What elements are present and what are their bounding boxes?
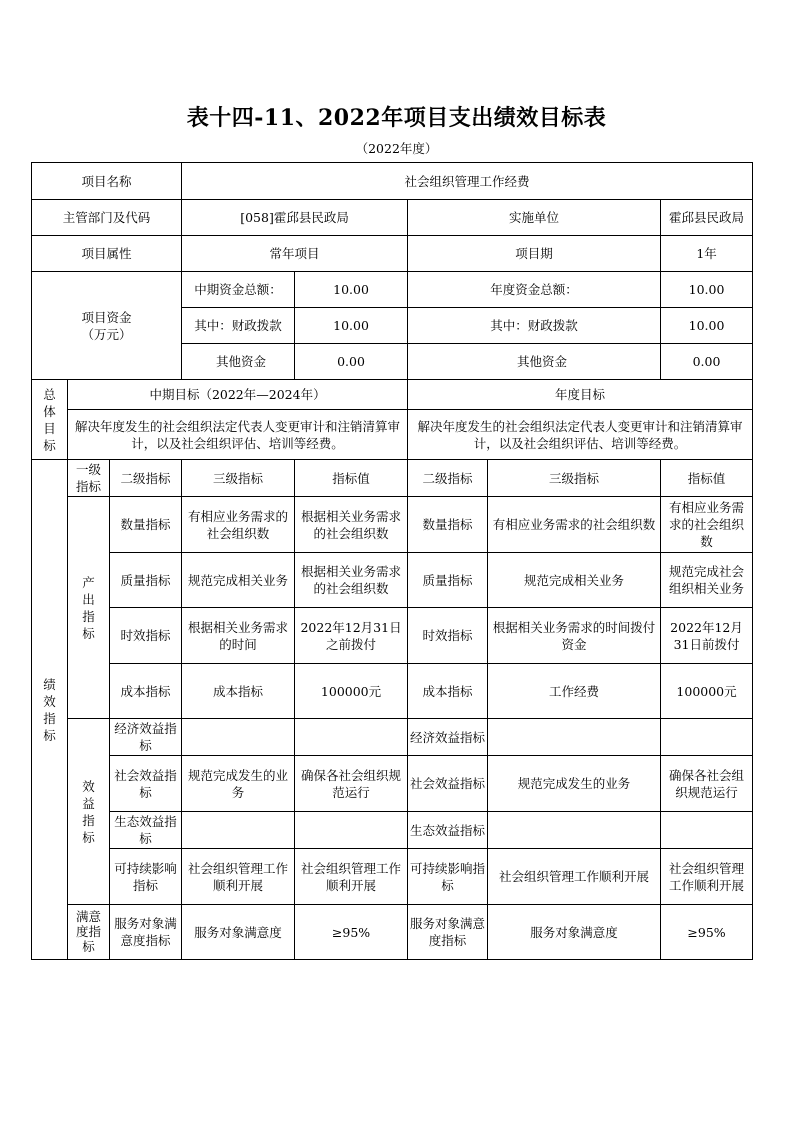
header-value-mid: 指标值 — [295, 460, 408, 497]
label-mid-other: 其他资金 — [182, 344, 295, 380]
label-funds — [32, 272, 182, 380]
mid-total-value: 10.00 — [295, 272, 408, 308]
indicator-year-value: 有相应业务需求的社会组织数 — [661, 497, 753, 553]
indicator-year-value: 规范完成社会组织相关业务 — [661, 553, 753, 608]
label-overall-goal-text: 总体目标 — [43, 386, 56, 453]
indicator-mid-value: 2022年12月31日之前拨付 — [295, 608, 408, 664]
label-funds-text: 项目资金（万元） — [81, 309, 132, 342]
group-output-text: 产出指标 — [82, 574, 95, 641]
group-satisfaction — [68, 905, 110, 960]
attr-value: 常年项目 — [182, 236, 408, 272]
indicator-mid-l3: 社会组织管理工作顺利开展 — [182, 849, 295, 905]
indicator-l2: 可持续影响指标 — [110, 849, 182, 905]
header-level2-year: 二级指标 — [408, 460, 488, 497]
group-benefit — [68, 719, 110, 905]
mid-fiscal-value: 10.00 — [295, 308, 408, 344]
header-level3-mid: 三级指标 — [182, 460, 295, 497]
project-name-value: 社会组织管理工作经费 — [182, 163, 753, 200]
indicator-l2: 生态效益指标 — [110, 812, 182, 849]
indicator-l2: 数量指标 — [110, 497, 182, 553]
header-level2-mid: 二级指标 — [110, 460, 182, 497]
label-attr: 项目属性 — [32, 236, 182, 272]
indicator-year-l2: 可持续影响指标 — [408, 849, 488, 905]
label-mid-total: 中期资金总额： — [182, 272, 295, 308]
indicator-year-l3 — [488, 719, 661, 756]
indicator-year-value — [661, 719, 753, 756]
label-impl-unit: 实施单位 — [408, 200, 661, 236]
period-value: 1年 — [661, 236, 753, 272]
label-year-fiscal: 其中：财政拨款 — [408, 308, 661, 344]
indicator-year-l2: 生态效益指标 — [408, 812, 488, 849]
label-mid-fiscal: 其中：财政拨款 — [182, 308, 295, 344]
impl-unit-value: 霍邱县民政局 — [661, 200, 753, 236]
dept-value: [058]霍邱县民政局 — [182, 200, 408, 236]
indicator-year-value: ≥95% — [661, 905, 753, 960]
indicator-mid-value: 根据相关业务需求的社会组织数 — [295, 553, 408, 608]
indicator-mid-value: 根据相关业务需求的社会组织数 — [295, 497, 408, 553]
indicator-mid-l3 — [182, 719, 295, 756]
indicator-mid-l3 — [182, 812, 295, 849]
label-dept: 主管部门及代码 — [32, 200, 182, 236]
year-total-value: 10.00 — [661, 272, 753, 308]
label-year-other: 其他资金 — [408, 344, 661, 380]
indicator-year-l3: 工作经费 — [488, 664, 661, 719]
indicator-l2: 质量指标 — [110, 553, 182, 608]
indicator-year-l3: 有相应业务需求的社会组织数 — [488, 497, 661, 553]
indicator-mid-value: 社会组织管理工作顺利开展 — [295, 849, 408, 905]
year-goal-text: 解决年度发生的社会组织法定代表人变更审计和注销清算审计，以及社会组织评估、培训等经费。 — [408, 410, 753, 460]
indicator-year-l2: 数量指标 — [408, 497, 488, 553]
group-output — [68, 497, 110, 719]
indicator-year-value: 100000元 — [661, 664, 753, 719]
header-level3-year: 三级指标 — [488, 460, 661, 497]
indicator-year-l2: 社会效益指标 — [408, 756, 488, 812]
label-period: 项目期 — [408, 236, 661, 272]
indicator-year-l3: 社会组织管理工作顺利开展 — [488, 849, 661, 905]
indicator-year-l2: 经济效益指标 — [408, 719, 488, 756]
mid-goal-text: 解决年度发生的社会组织法定代表人变更审计和注销清算审计，以及社会组织评估、培训等经费。 — [68, 410, 408, 460]
label-mid-goal: 中期目标（2022年—2024年） — [68, 380, 408, 410]
indicator-year-value: 社会组织管理工作顺利开展 — [661, 849, 753, 905]
indicator-mid-value: ≥95% — [295, 905, 408, 960]
label-perf-text: 绩效指标 — [43, 676, 56, 743]
label-project-name: 项目名称 — [32, 163, 182, 200]
header-level1: 一级指标 — [68, 460, 110, 497]
indicator-l2: 社会效益指标 — [110, 756, 182, 812]
label-overall-goal — [32, 380, 68, 460]
indicator-mid-l3: 规范完成发生的业务 — [182, 756, 295, 812]
mid-other-value: 0.00 — [295, 344, 408, 380]
indicator-l2: 成本指标 — [110, 664, 182, 719]
indicator-l2: 服务对象满意度指标 — [110, 905, 182, 960]
indicator-year-l3: 根据相关业务需求的时间拨付资金 — [488, 608, 661, 664]
indicator-year-l3 — [488, 812, 661, 849]
indicator-mid-l3: 规范完成相关业务 — [182, 553, 295, 608]
indicator-l2: 时效指标 — [110, 608, 182, 664]
indicator-year-value: 2022年12月31日前拨付 — [661, 608, 753, 664]
indicator-year-value — [661, 812, 753, 849]
indicator-mid-l3: 有相应业务需求的社会组织数 — [182, 497, 295, 553]
year-fiscal-value: 10.00 — [661, 308, 753, 344]
group-satisfaction-text: 满意度指标 — [75, 909, 101, 954]
label-year-goal: 年度目标 — [408, 380, 753, 410]
indicator-year-l3: 规范完成相关业务 — [488, 553, 661, 608]
group-benefit-text: 效益指标 — [82, 778, 95, 845]
year-other-value: 0.00 — [661, 344, 753, 380]
indicator-year-l3: 服务对象满意度 — [488, 905, 661, 960]
label-perf-indicators — [32, 460, 68, 960]
indicator-mid-l3: 成本指标 — [182, 664, 295, 719]
indicator-mid-l3: 服务对象满意度 — [182, 905, 295, 960]
header-value-year: 指标值 — [661, 460, 753, 497]
indicator-year-l2: 成本指标 — [408, 664, 488, 719]
indicator-mid-value — [295, 812, 408, 849]
indicator-year-l2: 时效指标 — [408, 608, 488, 664]
indicator-year-l2: 质量指标 — [408, 553, 488, 608]
page-title: 表十四-11、2022年项目支出绩效目标表 — [186, 105, 607, 131]
indicator-year-value: 确保各社会组织规范运行 — [661, 756, 753, 812]
indicator-mid-value: 确保各社会组织规范运行 — [295, 756, 408, 812]
indicator-mid-value — [295, 719, 408, 756]
indicator-l2: 经济效益指标 — [110, 719, 182, 756]
label-year-total: 年度资金总额： — [408, 272, 661, 308]
performance-goal-table — [31, 162, 753, 960]
indicator-mid-l3: 根据相关业务需求的时间 — [182, 608, 295, 664]
indicator-mid-value: 100000元 — [295, 664, 408, 719]
page-subtitle: （2022年度） — [355, 141, 438, 156]
indicator-year-l3: 规范完成发生的业务 — [488, 756, 661, 812]
indicator-year-l2: 服务对象满意度指标 — [408, 905, 488, 960]
